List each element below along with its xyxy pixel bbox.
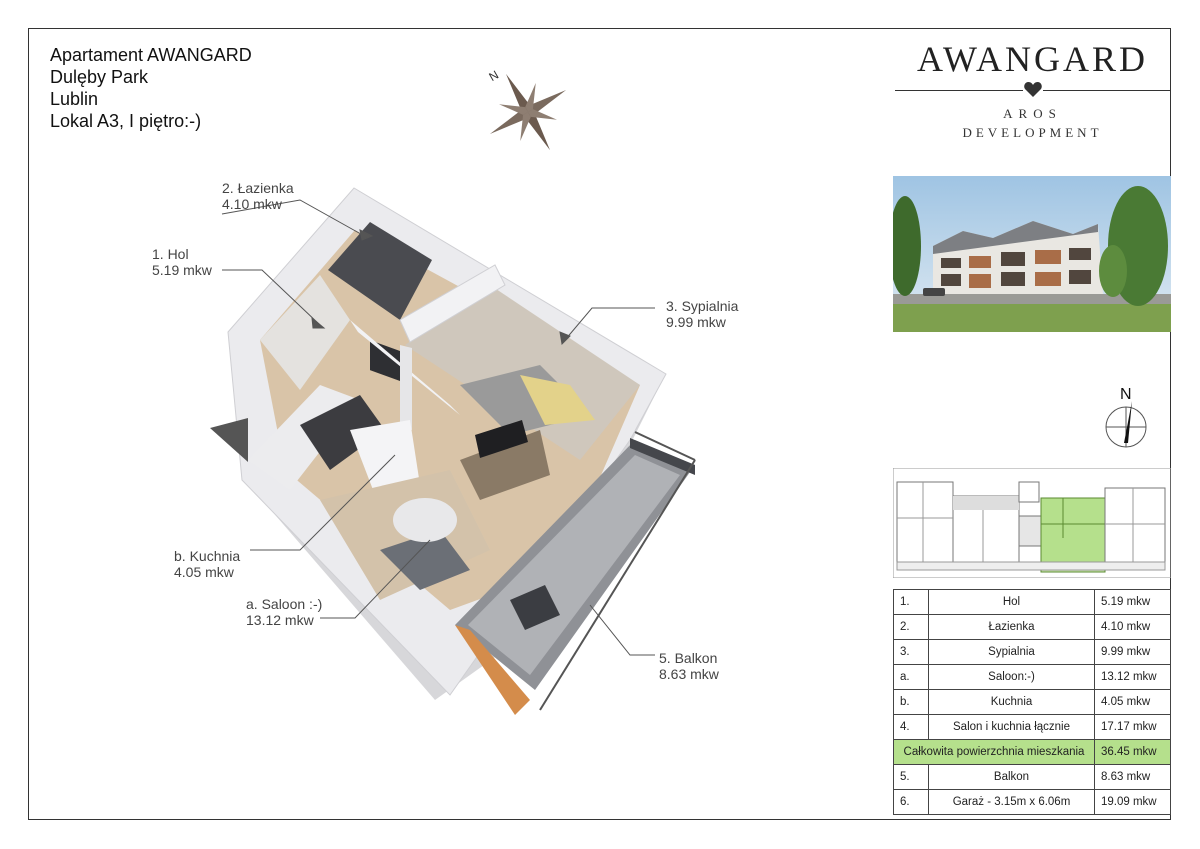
compass-rose-icon [478, 62, 578, 162]
area-table [893, 589, 1171, 815]
logo-subtitle-aros: AROS [1003, 106, 1062, 121]
row-number: b. [894, 690, 929, 715]
row-number: 6. [894, 790, 929, 815]
row-name: Hol [929, 590, 1095, 615]
row-name: Kuchnia [929, 690, 1095, 715]
table-row [894, 690, 1171, 715]
room-label-sypialnia [666, 298, 738, 330]
row-name: Garaż - 3.15m x 6.06m [929, 790, 1095, 815]
compass-rose-north-letter: N [486, 67, 502, 85]
room-area: 8.63 mkw [659, 666, 719, 682]
awangard-logo [895, 38, 1170, 148]
row-name: Salon i kuchnia łącznie [929, 715, 1095, 740]
heading-line-2: Dulęby Park [50, 67, 149, 87]
table-row [894, 790, 1171, 815]
row-value: 5.19 mkw [1095, 590, 1171, 615]
room-area: 4.10 mkw [222, 196, 282, 212]
row-value: 19.09 mkw [1095, 790, 1171, 815]
total-area-row [894, 740, 1171, 765]
row-value: 4.05 mkw [1095, 690, 1171, 715]
room-name: b. Kuchnia [174, 548, 241, 564]
room-name: 1. Hol [152, 246, 189, 262]
apartment-floor-plan [150, 170, 750, 730]
building-render-image [893, 176, 1171, 332]
north-arrow-letter: N [1120, 386, 1132, 403]
table-row [894, 615, 1171, 640]
room-label-balkon [659, 650, 719, 682]
table-row [894, 640, 1171, 665]
row-value: 9.99 mkw [1095, 640, 1171, 665]
row-number: 1. [894, 590, 929, 615]
table-row [894, 590, 1171, 615]
row-number: 3. [894, 640, 929, 665]
room-label-saloon [246, 596, 322, 628]
room-name: 2. Łazienka [222, 180, 294, 196]
floor-keyplan-image [893, 468, 1171, 578]
logo-subtitle-development: DEVELOPMENT [962, 125, 1103, 140]
row-value: 13.12 mkw [1095, 665, 1171, 690]
table-row [894, 665, 1171, 690]
room-area: 9.99 mkw [666, 314, 726, 330]
row-number: a. [894, 665, 929, 690]
total-area-label: Całkowita powierzchnia mieszkania [894, 740, 1095, 765]
row-number: 5. [894, 765, 929, 790]
logo-title: AWANGARD [916, 39, 1149, 79]
row-number: 2. [894, 615, 929, 640]
row-name: Saloon:-) [929, 665, 1095, 690]
table-row [894, 765, 1171, 790]
room-area: 4.05 mkw [174, 564, 234, 580]
north-arrow-icon [1100, 383, 1154, 451]
room-name: 3. Sypialnia [666, 298, 739, 314]
room-label-lazienka [222, 180, 294, 212]
heart-icon [1023, 80, 1043, 100]
table-row [894, 715, 1171, 740]
room-name: a. Saloon :-) [246, 596, 323, 612]
room-area: 5.19 mkw [152, 262, 212, 278]
row-value: 8.63 mkw [1095, 765, 1171, 790]
row-number: 4. [894, 715, 929, 740]
room-label-kuchnia [174, 548, 240, 580]
room-label-hol [152, 246, 212, 278]
apartment-heading [50, 44, 252, 132]
row-value: 4.10 mkw [1095, 615, 1171, 640]
row-name: Balkon [929, 765, 1095, 790]
room-name: 5. Balkon [659, 650, 718, 666]
heading-line-4: Lokal A3, I piętro:-) [50, 111, 202, 131]
row-value: 17.17 mkw [1095, 715, 1171, 740]
row-name: Sypialnia [929, 640, 1095, 665]
total-area-value: 36.45 mkw [1095, 740, 1171, 765]
row-name: Łazienka [929, 615, 1095, 640]
heading-line-1: Apartament AWANGARD [50, 45, 252, 65]
heading-line-3: Lublin [50, 89, 99, 109]
room-area: 13.12 mkw [246, 612, 314, 628]
